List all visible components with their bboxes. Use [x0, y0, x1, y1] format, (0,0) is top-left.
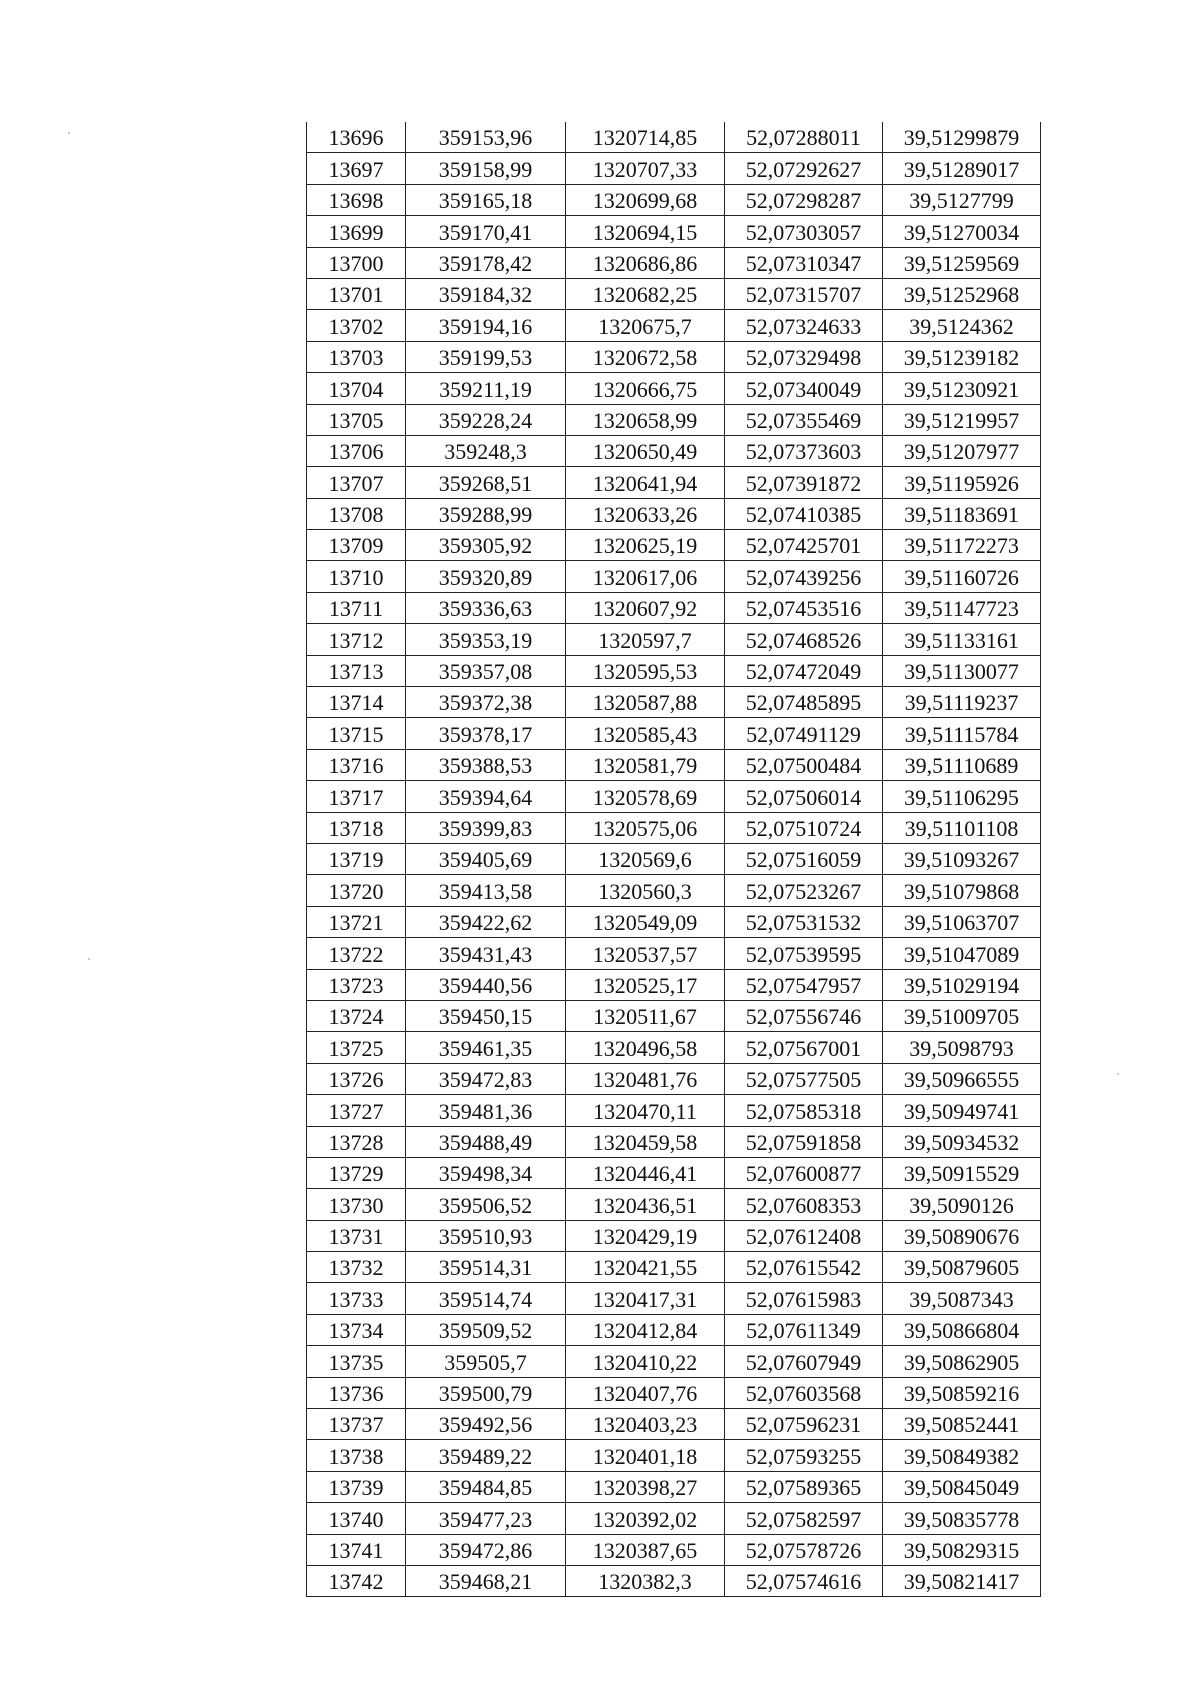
- table-row: [307, 1126, 1041, 1157]
- longitude-cell: 39,5127799: [883, 184, 1041, 215]
- x-coordinate-cell: 359514,74: [406, 1283, 566, 1314]
- x-coordinate-cell: 359509,52: [406, 1314, 566, 1345]
- table-row: [307, 561, 1041, 592]
- y-coordinate-cell: 1320382,3: [566, 1565, 725, 1596]
- point-number-cell: 13719: [307, 843, 406, 874]
- table-row: [307, 1157, 1041, 1188]
- table-row: [307, 1503, 1041, 1534]
- longitude-cell: 39,51093267: [883, 843, 1041, 874]
- longitude-cell: 39,50862905: [883, 1346, 1041, 1377]
- longitude-cell: 39,51133161: [883, 624, 1041, 655]
- latitude-cell: 52,07582597: [725, 1503, 883, 1534]
- table-row: [307, 624, 1041, 655]
- latitude-cell: 52,07600877: [725, 1157, 883, 1188]
- latitude-cell: 52,07585318: [725, 1095, 883, 1126]
- y-coordinate-cell: 1320481,76: [566, 1063, 725, 1094]
- x-coordinate-cell: 359481,36: [406, 1095, 566, 1126]
- table-row: [307, 812, 1041, 843]
- point-number-cell: 13723: [307, 969, 406, 1000]
- table-row: [307, 1095, 1041, 1126]
- longitude-cell: 39,50829315: [883, 1534, 1041, 1565]
- table-row: [307, 1220, 1041, 1251]
- latitude-cell: 52,07578726: [725, 1534, 883, 1565]
- table-row: [307, 1565, 1041, 1596]
- point-number-cell: 13704: [307, 373, 406, 404]
- latitude-cell: 52,07410385: [725, 498, 883, 529]
- point-number-cell: 13696: [307, 122, 406, 153]
- x-coordinate-cell: 359378,17: [406, 718, 566, 749]
- y-coordinate-cell: 1320387,65: [566, 1534, 725, 1565]
- y-coordinate-cell: 1320682,25: [566, 278, 725, 309]
- point-number-cell: 13733: [307, 1283, 406, 1314]
- table-row: [307, 687, 1041, 718]
- table-row: [307, 153, 1041, 184]
- table-row: [307, 1063, 1041, 1094]
- y-coordinate-cell: 1320686,86: [566, 247, 725, 278]
- latitude-cell: 52,07298287: [725, 184, 883, 215]
- longitude-cell: 39,51160726: [883, 561, 1041, 592]
- y-coordinate-cell: 1320578,69: [566, 781, 725, 812]
- y-coordinate-cell: 1320417,31: [566, 1283, 725, 1314]
- y-coordinate-cell: 1320496,58: [566, 1032, 725, 1063]
- y-coordinate-cell: 1320403,23: [566, 1409, 725, 1440]
- longitude-cell: 39,51270034: [883, 216, 1041, 247]
- table-row: [307, 1283, 1041, 1314]
- longitude-cell: 39,51289017: [883, 153, 1041, 184]
- table-row: [307, 184, 1041, 215]
- latitude-cell: 52,07288011: [725, 122, 883, 153]
- y-coordinate-cell: 1320537,57: [566, 938, 725, 969]
- x-coordinate-cell: 359194,16: [406, 310, 566, 341]
- x-coordinate-cell: 359158,99: [406, 153, 566, 184]
- latitude-cell: 52,07523267: [725, 875, 883, 906]
- y-coordinate-cell: 1320549,09: [566, 906, 725, 937]
- y-coordinate-cell: 1320672,58: [566, 341, 725, 372]
- point-number-cell: 13735: [307, 1346, 406, 1377]
- x-coordinate-cell: 359336,63: [406, 592, 566, 623]
- table-row: [307, 310, 1041, 341]
- table-row: [307, 749, 1041, 780]
- latitude-cell: 52,07593255: [725, 1440, 883, 1471]
- table-row: [307, 278, 1041, 309]
- point-number-cell: 13718: [307, 812, 406, 843]
- longitude-cell: 39,50821417: [883, 1565, 1041, 1596]
- y-coordinate-cell: 1320597,7: [566, 624, 725, 655]
- table-row: [307, 906, 1041, 937]
- point-number-cell: 13705: [307, 404, 406, 435]
- latitude-cell: 52,07292627: [725, 153, 883, 184]
- latitude-cell: 52,07340049: [725, 373, 883, 404]
- x-coordinate-cell: 359153,96: [406, 122, 566, 153]
- y-coordinate-cell: 1320429,19: [566, 1220, 725, 1251]
- longitude-cell: 39,51101108: [883, 812, 1041, 843]
- y-coordinate-cell: 1320658,99: [566, 404, 725, 435]
- latitude-cell: 52,07425701: [725, 530, 883, 561]
- latitude-cell: 52,07615983: [725, 1283, 883, 1314]
- table-row: [307, 969, 1041, 1000]
- latitude-cell: 52,07472049: [725, 655, 883, 686]
- longitude-cell: 39,51147723: [883, 592, 1041, 623]
- latitude-cell: 52,07468526: [725, 624, 883, 655]
- x-coordinate-cell: 359506,52: [406, 1189, 566, 1220]
- latitude-cell: 52,07491129: [725, 718, 883, 749]
- table-row: [307, 1409, 1041, 1440]
- longitude-cell: 39,51047089: [883, 938, 1041, 969]
- x-coordinate-cell: 359461,35: [406, 1032, 566, 1063]
- longitude-cell: 39,5090126: [883, 1189, 1041, 1220]
- latitude-cell: 52,07329498: [725, 341, 883, 372]
- latitude-cell: 52,07355469: [725, 404, 883, 435]
- point-number-cell: 13711: [307, 592, 406, 623]
- table-row: [307, 938, 1041, 969]
- y-coordinate-cell: 1320675,7: [566, 310, 725, 341]
- table-row: [307, 404, 1041, 435]
- latitude-cell: 52,07539595: [725, 938, 883, 969]
- point-number-cell: 13721: [307, 906, 406, 937]
- y-coordinate-cell: 1320650,49: [566, 435, 725, 466]
- longitude-cell: 39,51195926: [883, 467, 1041, 498]
- x-coordinate-cell: 359500,79: [406, 1377, 566, 1408]
- point-number-cell: 13717: [307, 781, 406, 812]
- table-row: [307, 1346, 1041, 1377]
- point-number-cell: 13715: [307, 718, 406, 749]
- x-coordinate-cell: 359305,92: [406, 530, 566, 561]
- latitude-cell: 52,07603568: [725, 1377, 883, 1408]
- x-coordinate-cell: 359472,83: [406, 1063, 566, 1094]
- latitude-cell: 52,07608353: [725, 1189, 883, 1220]
- longitude-cell: 39,51130077: [883, 655, 1041, 686]
- longitude-cell: 39,5124362: [883, 310, 1041, 341]
- longitude-cell: 39,51230921: [883, 373, 1041, 404]
- point-number-cell: 13739: [307, 1471, 406, 1502]
- point-number-cell: 13709: [307, 530, 406, 561]
- y-coordinate-cell: 1320641,94: [566, 467, 725, 498]
- table-row: [307, 718, 1041, 749]
- table-row: [307, 1189, 1041, 1220]
- x-coordinate-cell: 359165,18: [406, 184, 566, 215]
- scan-speck: [68, 132, 70, 134]
- latitude-cell: 52,07589365: [725, 1471, 883, 1502]
- longitude-cell: 39,51110689: [883, 749, 1041, 780]
- longitude-cell: 39,51079868: [883, 875, 1041, 906]
- x-coordinate-cell: 359413,58: [406, 875, 566, 906]
- y-coordinate-cell: 1320560,3: [566, 875, 725, 906]
- latitude-cell: 52,07574616: [725, 1565, 883, 1596]
- point-number-cell: 13731: [307, 1220, 406, 1251]
- x-coordinate-cell: 359484,85: [406, 1471, 566, 1502]
- latitude-cell: 52,07315707: [725, 278, 883, 309]
- point-number-cell: 13698: [307, 184, 406, 215]
- longitude-cell: 39,50879605: [883, 1252, 1041, 1283]
- y-coordinate-cell: 1320446,41: [566, 1157, 725, 1188]
- table-row: [307, 1000, 1041, 1031]
- y-coordinate-cell: 1320569,6: [566, 843, 725, 874]
- point-number-cell: 13741: [307, 1534, 406, 1565]
- x-coordinate-cell: 359514,31: [406, 1252, 566, 1283]
- scan-speck: [1117, 1073, 1119, 1075]
- latitude-cell: 52,07556746: [725, 1000, 883, 1031]
- longitude-cell: 39,5087343: [883, 1283, 1041, 1314]
- latitude-cell: 52,07391872: [725, 467, 883, 498]
- x-coordinate-cell: 359184,32: [406, 278, 566, 309]
- table-row: [307, 216, 1041, 247]
- longitude-cell: 39,51115784: [883, 718, 1041, 749]
- x-coordinate-cell: 359505,7: [406, 1346, 566, 1377]
- latitude-cell: 52,07500484: [725, 749, 883, 780]
- x-coordinate-cell: 359450,15: [406, 1000, 566, 1031]
- table-row: [307, 498, 1041, 529]
- table-row: [307, 530, 1041, 561]
- table-row: [307, 875, 1041, 906]
- point-number-cell: 13699: [307, 216, 406, 247]
- latitude-cell: 52,07453516: [725, 592, 883, 623]
- longitude-cell: 39,50852441: [883, 1409, 1041, 1440]
- longitude-cell: 39,50966555: [883, 1063, 1041, 1094]
- longitude-cell: 39,50866804: [883, 1314, 1041, 1345]
- latitude-cell: 52,07310347: [725, 247, 883, 278]
- y-coordinate-cell: 1320511,67: [566, 1000, 725, 1031]
- point-number-cell: 13710: [307, 561, 406, 592]
- y-coordinate-cell: 1320617,06: [566, 561, 725, 592]
- scan-speck: [88, 958, 90, 960]
- latitude-cell: 52,07373603: [725, 435, 883, 466]
- point-number-cell: 13720: [307, 875, 406, 906]
- y-coordinate-cell: 1320714,85: [566, 122, 725, 153]
- point-number-cell: 13738: [307, 1440, 406, 1471]
- x-coordinate-cell: 359492,56: [406, 1409, 566, 1440]
- y-coordinate-cell: 1320407,76: [566, 1377, 725, 1408]
- y-coordinate-cell: 1320625,19: [566, 530, 725, 561]
- x-coordinate-cell: 359422,62: [406, 906, 566, 937]
- point-number-cell: 13734: [307, 1314, 406, 1345]
- longitude-cell: 39,51063707: [883, 906, 1041, 937]
- x-coordinate-cell: 359477,23: [406, 1503, 566, 1534]
- x-coordinate-cell: 359488,49: [406, 1126, 566, 1157]
- point-number-cell: 13697: [307, 153, 406, 184]
- latitude-cell: 52,07506014: [725, 781, 883, 812]
- y-coordinate-cell: 1320525,17: [566, 969, 725, 1000]
- longitude-cell: 39,50915529: [883, 1157, 1041, 1188]
- x-coordinate-cell: 359440,56: [406, 969, 566, 1000]
- x-coordinate-cell: 359248,3: [406, 435, 566, 466]
- y-coordinate-cell: 1320633,26: [566, 498, 725, 529]
- longitude-cell: 39,50890676: [883, 1220, 1041, 1251]
- point-number-cell: 13716: [307, 749, 406, 780]
- y-coordinate-cell: 1320392,02: [566, 1503, 725, 1534]
- y-coordinate-cell: 1320398,27: [566, 1471, 725, 1502]
- point-number-cell: 13729: [307, 1157, 406, 1188]
- x-coordinate-cell: 359320,89: [406, 561, 566, 592]
- latitude-cell: 52,07596231: [725, 1409, 883, 1440]
- point-number-cell: 13730: [307, 1189, 406, 1220]
- x-coordinate-cell: 359388,53: [406, 749, 566, 780]
- latitude-cell: 52,07324633: [725, 310, 883, 341]
- y-coordinate-cell: 1320595,53: [566, 655, 725, 686]
- point-number-cell: 13728: [307, 1126, 406, 1157]
- longitude-cell: 39,50835778: [883, 1503, 1041, 1534]
- table-row: [307, 467, 1041, 498]
- x-coordinate-cell: 359353,19: [406, 624, 566, 655]
- latitude-cell: 52,07615542: [725, 1252, 883, 1283]
- table-row: [307, 341, 1041, 372]
- latitude-cell: 52,07439256: [725, 561, 883, 592]
- longitude-cell: 39,50849382: [883, 1440, 1041, 1471]
- table-row: [307, 247, 1041, 278]
- table-row: [307, 435, 1041, 466]
- table-row: [307, 122, 1041, 153]
- longitude-cell: 39,51239182: [883, 341, 1041, 372]
- y-coordinate-cell: 1320575,06: [566, 812, 725, 843]
- y-coordinate-cell: 1320410,22: [566, 1346, 725, 1377]
- y-coordinate-cell: 1320585,43: [566, 718, 725, 749]
- y-coordinate-cell: 1320412,84: [566, 1314, 725, 1345]
- longitude-cell: 39,50934532: [883, 1126, 1041, 1157]
- latitude-cell: 52,07611349: [725, 1314, 883, 1345]
- x-coordinate-cell: 359498,34: [406, 1157, 566, 1188]
- point-number-cell: 13701: [307, 278, 406, 309]
- longitude-cell: 39,51259569: [883, 247, 1041, 278]
- longitude-cell: 39,50845049: [883, 1471, 1041, 1502]
- point-number-cell: 13708: [307, 498, 406, 529]
- x-coordinate-cell: 359199,53: [406, 341, 566, 372]
- x-coordinate-cell: 359372,38: [406, 687, 566, 718]
- x-coordinate-cell: 359510,93: [406, 1220, 566, 1251]
- y-coordinate-cell: 1320401,18: [566, 1440, 725, 1471]
- coordinates-table-body: [307, 122, 1041, 1597]
- y-coordinate-cell: 1320421,55: [566, 1252, 725, 1283]
- point-number-cell: 13736: [307, 1377, 406, 1408]
- point-number-cell: 13713: [307, 655, 406, 686]
- table-row: [307, 592, 1041, 623]
- table-row: [307, 1252, 1041, 1283]
- point-number-cell: 13703: [307, 341, 406, 372]
- y-coordinate-cell: 1320581,79: [566, 749, 725, 780]
- latitude-cell: 52,07303057: [725, 216, 883, 247]
- longitude-cell: 39,50859216: [883, 1377, 1041, 1408]
- point-number-cell: 13714: [307, 687, 406, 718]
- point-number-cell: 13702: [307, 310, 406, 341]
- longitude-cell: 39,51219957: [883, 404, 1041, 435]
- point-number-cell: 13740: [307, 1503, 406, 1534]
- y-coordinate-cell: 1320666,75: [566, 373, 725, 404]
- x-coordinate-cell: 359288,99: [406, 498, 566, 529]
- longitude-cell: 39,51119237: [883, 687, 1041, 718]
- x-coordinate-cell: 359170,41: [406, 216, 566, 247]
- point-number-cell: 13712: [307, 624, 406, 655]
- x-coordinate-cell: 359468,21: [406, 1565, 566, 1596]
- y-coordinate-cell: 1320699,68: [566, 184, 725, 215]
- x-coordinate-cell: 359399,83: [406, 812, 566, 843]
- latitude-cell: 52,07531532: [725, 906, 883, 937]
- latitude-cell: 52,07510724: [725, 812, 883, 843]
- y-coordinate-cell: 1320694,15: [566, 216, 725, 247]
- table-row: [307, 1032, 1041, 1063]
- longitude-cell: 39,51029194: [883, 969, 1041, 1000]
- latitude-cell: 52,07607949: [725, 1346, 883, 1377]
- y-coordinate-cell: 1320470,11: [566, 1095, 725, 1126]
- table-row: [307, 655, 1041, 686]
- point-number-cell: 13727: [307, 1095, 406, 1126]
- y-coordinate-cell: 1320587,88: [566, 687, 725, 718]
- point-number-cell: 13742: [307, 1565, 406, 1596]
- table-row: [307, 1377, 1041, 1408]
- latitude-cell: 52,07485895: [725, 687, 883, 718]
- coordinates-table: [306, 122, 1041, 1597]
- x-coordinate-cell: 359472,86: [406, 1534, 566, 1565]
- point-number-cell: 13724: [307, 1000, 406, 1031]
- y-coordinate-cell: 1320459,58: [566, 1126, 725, 1157]
- point-number-cell: 13700: [307, 247, 406, 278]
- point-number-cell: 13737: [307, 1409, 406, 1440]
- latitude-cell: 52,07612408: [725, 1220, 883, 1251]
- latitude-cell: 52,07516059: [725, 843, 883, 874]
- x-coordinate-cell: 359394,64: [406, 781, 566, 812]
- x-coordinate-cell: 359431,43: [406, 938, 566, 969]
- table-row: [307, 1471, 1041, 1502]
- y-coordinate-cell: 1320436,51: [566, 1189, 725, 1220]
- longitude-cell: 39,51299879: [883, 122, 1041, 153]
- longitude-cell: 39,51009705: [883, 1000, 1041, 1031]
- point-number-cell: 13722: [307, 938, 406, 969]
- table-row: [307, 1440, 1041, 1471]
- longitude-cell: 39,51172273: [883, 530, 1041, 561]
- latitude-cell: 52,07591858: [725, 1126, 883, 1157]
- x-coordinate-cell: 359357,08: [406, 655, 566, 686]
- latitude-cell: 52,07547957: [725, 969, 883, 1000]
- point-number-cell: 13707: [307, 467, 406, 498]
- table-row: [307, 843, 1041, 874]
- point-number-cell: 13706: [307, 435, 406, 466]
- table-row: [307, 1314, 1041, 1345]
- table-row: [307, 781, 1041, 812]
- point-number-cell: 13725: [307, 1032, 406, 1063]
- y-coordinate-cell: 1320607,92: [566, 592, 725, 623]
- latitude-cell: 52,07577505: [725, 1063, 883, 1094]
- x-coordinate-cell: 359211,19: [406, 373, 566, 404]
- x-coordinate-cell: 359405,69: [406, 843, 566, 874]
- point-number-cell: 13726: [307, 1063, 406, 1094]
- longitude-cell: 39,51252968: [883, 278, 1041, 309]
- latitude-cell: 52,07567001: [725, 1032, 883, 1063]
- x-coordinate-cell: 359268,51: [406, 467, 566, 498]
- x-coordinate-cell: 359489,22: [406, 1440, 566, 1471]
- longitude-cell: 39,51106295: [883, 781, 1041, 812]
- point-number-cell: 13732: [307, 1252, 406, 1283]
- y-coordinate-cell: 1320707,33: [566, 153, 725, 184]
- table-row: [307, 373, 1041, 404]
- table-row: [307, 1534, 1041, 1565]
- x-coordinate-cell: 359178,42: [406, 247, 566, 278]
- longitude-cell: 39,50949741: [883, 1095, 1041, 1126]
- longitude-cell: 39,51207977: [883, 435, 1041, 466]
- x-coordinate-cell: 359228,24: [406, 404, 566, 435]
- longitude-cell: 39,51183691: [883, 498, 1041, 529]
- longitude-cell: 39,5098793: [883, 1032, 1041, 1063]
